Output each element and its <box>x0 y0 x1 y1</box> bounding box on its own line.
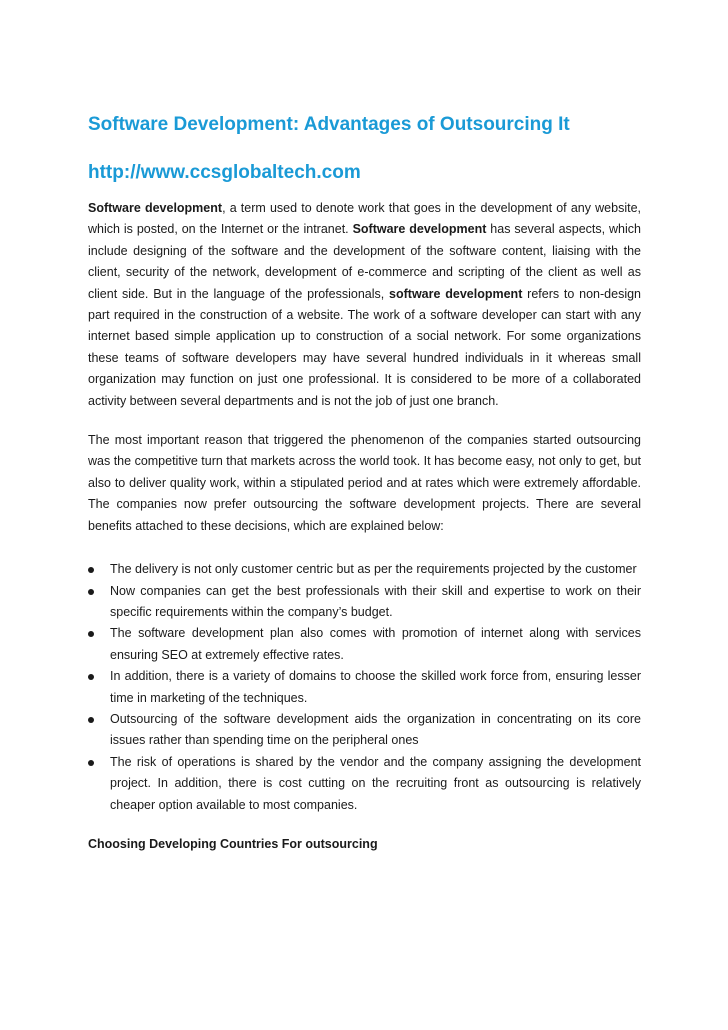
section-subheading: Choosing Developing Countries For outsourcing <box>88 836 378 851</box>
list-item-text: Now companies can get the best professionals with their skill and expertise to work on their specific requirements within the company’s budget. <box>110 583 641 619</box>
bullet-icon <box>88 631 94 637</box>
list-item <box>88 709 641 752</box>
bold-term: Software development <box>352 222 487 237</box>
list-item-text: The delivery is not only customer centric but as per the requirements projected by the customer <box>110 562 637 577</box>
benefits-list <box>88 559 641 816</box>
list-item-text: The risk of operations is shared by the vendor and the company assigning the development project. In addition, there is cost cutting on the recruiting front as outsourcing is relatively cheaper option available to most companies. <box>110 754 641 812</box>
list-item <box>88 666 641 709</box>
list-item <box>88 559 641 580</box>
document-page <box>88 112 641 855</box>
list-item <box>88 752 641 816</box>
bullet-icon <box>88 589 94 595</box>
bold-term: Software development <box>88 201 223 215</box>
list-item <box>88 623 641 666</box>
intro-paragraph <box>88 198 641 412</box>
paragraph-text: , a term used to denote work that goes in the development of any website, which is posted, on the Internet or the intranet. <box>88 201 641 237</box>
list-item-text: In addition, there is a variety of domains to choose the skilled work force from, ensuring lesser time in marketing of the techniques. <box>110 669 641 705</box>
document-title: Software Development: Advantages of Outsourcing It <box>88 114 570 135</box>
bullet-icon <box>88 567 94 573</box>
list-item <box>88 581 641 624</box>
outsourcing-paragraph: The most important reason that triggered the phenomenon of the companies started outsourcing was the competitive turn that markets across the world took. It has become easy, not only to get, but also to deliver quality work, within a stipulated period and at rates which were extremely affordable. The companies now prefer outsourcing the software development projects. There are several benefits attached to these decisions, which are explained below: <box>88 433 641 533</box>
paragraph-text: has several aspects, which include designing of the software and the development of the software content, liaising with the client, security of the network, development of e-commerce and scripting of the client as well as client side. But in the language of the professionals, <box>88 222 641 301</box>
bullet-icon <box>88 674 94 680</box>
bold-term: software development <box>389 286 523 301</box>
bullet-icon <box>88 717 94 723</box>
paragraph-text: refers to non-design part required in the construction of a website. The work of a software developer can start with any internet based simple application up to construction of a social network. For some organizations these teams of software developers may have several hundred individuals in it whereas small organization may function on just one professional. It is considered to be more of a collaborated activity between several departments and is not the job of just one branch. <box>88 286 641 408</box>
document-url: http://www.ccsglobaltech.com <box>88 162 361 183</box>
list-item-text: The software development plan also comes with promotion of internet along with services ensuring SEO at extremely effective rates. <box>110 626 641 662</box>
bullet-icon <box>88 760 94 766</box>
list-item-text: Outsourcing of the software development aids the organization in concentrating on its core issues rather than spending time on the peripheral ones <box>110 711 641 748</box>
